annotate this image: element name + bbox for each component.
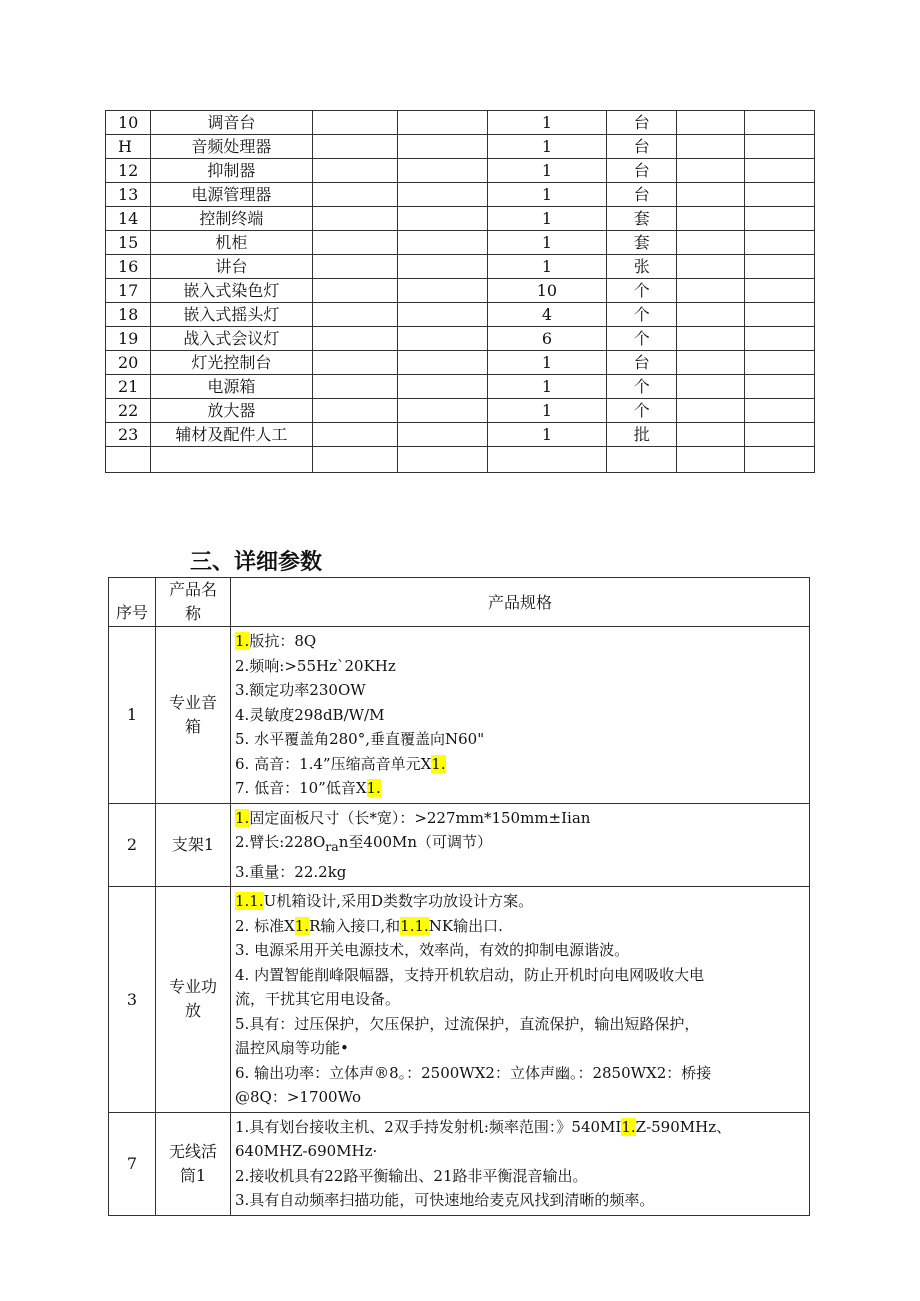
item-unit: 批 (607, 423, 677, 447)
param-row (109, 1112, 810, 1215)
item-name: 机柜 (150, 231, 312, 255)
item-name: 控制终端 (150, 207, 312, 231)
empty-cell (677, 159, 745, 183)
item-qty: 1 (487, 375, 607, 399)
table-row (106, 351, 815, 375)
spec-line (235, 629, 805, 654)
empty-cell (677, 303, 745, 327)
spec-line (235, 938, 805, 963)
param-no: 2 (109, 803, 156, 887)
header-spec: 产品规格 (231, 578, 810, 627)
item-unit: 台 (607, 111, 677, 135)
spec-line (235, 1188, 805, 1213)
empty-cell (677, 255, 745, 279)
spec-text: 温控风扇等功能• (235, 1039, 349, 1057)
spec-text: 1.具有划台接收主机、2双手持发射机:频率范围：》540MI (235, 1117, 622, 1136)
table-row (106, 255, 815, 279)
table-row (106, 207, 815, 231)
empty-cell (397, 375, 487, 399)
empty-cell (397, 279, 487, 303)
empty-cell (312, 423, 397, 447)
empty-cell (677, 207, 745, 231)
empty-cell (745, 279, 815, 303)
empty-cell (312, 303, 397, 327)
item-qty: 1 (487, 159, 607, 183)
item-qty: 1 (487, 255, 607, 279)
empty-cell (677, 135, 745, 159)
item-qty: 1 (487, 399, 607, 423)
spec-text: NK输出口. (428, 916, 503, 935)
spec-text: 3.额定功率230OW (235, 681, 366, 699)
param-spec (231, 1112, 810, 1215)
item-unit: 个 (607, 375, 677, 399)
item-no: 17 (106, 279, 151, 303)
item-unit: 台 (607, 183, 677, 207)
empty-cell (397, 231, 487, 255)
spec-line (235, 830, 805, 860)
item-name: 音频处理器 (150, 135, 312, 159)
table-row (106, 423, 815, 447)
empty-cell (312, 351, 397, 375)
table-row (106, 183, 815, 207)
param-spec (231, 627, 810, 804)
highlight-mark: 1. (235, 632, 250, 650)
empty-cell (745, 303, 815, 327)
item-no: 12 (106, 159, 151, 183)
spec-text: 3.具有自动频率扫描功能，可快速地给麦克风找到清晰的频率。 (235, 1191, 655, 1209)
empty-cell (745, 447, 815, 473)
param-no: 7 (109, 1112, 156, 1215)
item-qty: 1 (487, 183, 607, 207)
item-no: 18 (106, 303, 151, 327)
detailed-params-table (108, 577, 810, 1216)
spec-line (235, 678, 805, 703)
spec-line (235, 914, 805, 939)
empty-cell (677, 183, 745, 207)
table-row-empty (106, 447, 815, 473)
empty-cell (312, 375, 397, 399)
spec-line (235, 1115, 805, 1140)
item-qty: 1 (487, 351, 607, 375)
item-unit: 台 (607, 351, 677, 375)
table-row (106, 135, 815, 159)
table-row (106, 375, 815, 399)
spec-line (235, 1036, 805, 1061)
highlight-mark: 1. (235, 808, 250, 827)
item-qty: 1 (487, 423, 607, 447)
spec-text: 版抗：8Q (249, 632, 317, 650)
spec-line (235, 776, 805, 801)
empty-cell (677, 327, 745, 351)
item-name: 灯光控制台 (150, 351, 312, 375)
item-name: 嵌入式染色灯 (150, 279, 312, 303)
spec-text: 固定面板尺寸（长*宽）：>227mm*150mm±Iian (249, 808, 591, 827)
empty-cell (312, 447, 397, 473)
param-spec (231, 887, 810, 1113)
spec-text: 3. 电源采用开关电源技术，效率尚，有效的抑制电源谐波。 (235, 941, 630, 959)
highlight-mark: 1. (431, 754, 446, 773)
item-name: 电源管理器 (150, 183, 312, 207)
spec-text: 4.灵敏度298dB/W/M (235, 705, 385, 724)
empty-cell (677, 279, 745, 303)
item-name: 电源箱 (150, 375, 312, 399)
item-name: 调音台 (150, 111, 312, 135)
param-name: 无线活 筒1 (156, 1112, 231, 1215)
item-name: 辅材及配件人工 (150, 423, 312, 447)
empty-cell (312, 111, 397, 135)
item-no: H (106, 135, 151, 159)
item-unit: 个 (607, 327, 677, 351)
empty-cell (312, 207, 397, 231)
empty-cell (106, 447, 151, 473)
spec-text: 7. 低音：10”低音X (235, 779, 367, 797)
empty-cell (745, 111, 815, 135)
empty-cell (397, 447, 487, 473)
empty-cell (397, 111, 487, 135)
spec-text: 6. 输出功率：立体声®8。：2500WX2：立体声幽。：2850WX2：桥接 (235, 1063, 712, 1082)
empty-cell (677, 231, 745, 255)
item-no: 21 (106, 375, 151, 399)
table-row (106, 111, 815, 135)
empty-cell (677, 447, 745, 473)
empty-cell (607, 447, 677, 473)
spec-line (235, 1085, 805, 1110)
spec-line (235, 654, 805, 679)
spec-line (235, 1164, 805, 1189)
item-no: 16 (106, 255, 151, 279)
spec-line (235, 703, 805, 728)
param-no: 1 (109, 627, 156, 804)
table-row (106, 327, 815, 351)
highlight-mark: 1. (366, 779, 381, 797)
item-no: 19 (106, 327, 151, 351)
item-name: 抑制器 (150, 159, 312, 183)
empty-cell (397, 183, 487, 207)
empty-cell (677, 423, 745, 447)
spec-text: 2.接收机具有22路平衡输出、21路非平衡混音输出。 (235, 1166, 588, 1185)
empty-cell (397, 255, 487, 279)
empty-cell (487, 447, 607, 473)
item-qty: 10 (487, 279, 607, 303)
empty-cell (312, 279, 397, 303)
item-unit: 台 (607, 159, 677, 183)
empty-cell (745, 207, 815, 231)
param-no: 3 (109, 887, 156, 1113)
spec-text: 640MHZ-690MHz· (235, 1142, 378, 1160)
empty-cell (745, 327, 815, 351)
item-unit: 张 (607, 255, 677, 279)
highlight-mark: 1. (621, 1117, 636, 1136)
item-no: 20 (106, 351, 151, 375)
spec-line (235, 1061, 805, 1086)
empty-cell (677, 399, 745, 423)
empty-cell (397, 351, 487, 375)
item-qty: 1 (487, 111, 607, 135)
spec-text: n至400Mn（可调节） (338, 833, 493, 851)
table-row (106, 399, 815, 423)
empty-cell (745, 159, 815, 183)
item-qty: 1 (487, 207, 607, 231)
spec-line (235, 889, 805, 914)
item-unit: 个 (607, 399, 677, 423)
item-no: 14 (106, 207, 151, 231)
item-unit: 套 (607, 231, 677, 255)
empty-cell (397, 207, 487, 231)
spec-line (235, 1012, 805, 1037)
param-spec (231, 803, 810, 887)
spec-text: 6. 高音：1.4”压缩高音单元X (235, 754, 432, 773)
item-name: 放大器 (150, 399, 312, 423)
empty-cell (745, 351, 815, 375)
empty-cell (745, 135, 815, 159)
param-name: 专业功 放 (156, 887, 231, 1113)
empty-cell (150, 447, 312, 473)
subscript-text: ra (325, 839, 339, 854)
item-unit: 台 (607, 135, 677, 159)
item-unit: 个 (607, 279, 677, 303)
table-row (106, 279, 815, 303)
empty-cell (745, 231, 815, 255)
spec-text: Z-590MHz、 (635, 1117, 732, 1136)
empty-cell (312, 327, 397, 351)
empty-cell (397, 423, 487, 447)
empty-cell (397, 159, 487, 183)
highlight-mark: 1.1. (400, 916, 429, 935)
item-no: 23 (106, 423, 151, 447)
spec-text: R输入接口,和 (309, 916, 401, 935)
table-row (106, 159, 815, 183)
empty-cell (745, 423, 815, 447)
spec-line (235, 806, 805, 831)
item-no: 13 (106, 183, 151, 207)
highlight-mark: 1.1. (235, 892, 264, 910)
item-no: 15 (106, 231, 151, 255)
header-no: 序号 (109, 578, 156, 627)
highlight-mark: 1. (294, 916, 310, 935)
params-header-row (109, 578, 810, 627)
spec-text: 5.具有：过压保护，欠压保护，过流保护，直流保护，输出短路保护， (235, 1014, 700, 1033)
item-qty: 1 (487, 231, 607, 255)
item-name: 讲台 (150, 255, 312, 279)
param-name: 专业音 箱 (156, 627, 231, 804)
item-no: 10 (106, 111, 151, 135)
empty-cell (312, 399, 397, 423)
spec-line (235, 963, 805, 988)
empty-cell (745, 183, 815, 207)
empty-cell (745, 399, 815, 423)
empty-cell (312, 231, 397, 255)
spec-text: U机箱设计,采用D类数字功放设计方案。 (263, 892, 534, 910)
empty-cell (397, 303, 487, 327)
spec-line (235, 727, 805, 752)
spec-line (235, 752, 805, 777)
param-row (109, 627, 810, 804)
spec-text: 4. 内置智能削峰限幅器，支持开机软启动，防止开机时向电网吸收大电 (235, 965, 705, 984)
param-row (109, 803, 810, 887)
item-qty: 6 (487, 327, 607, 351)
item-qty: 4 (487, 303, 607, 327)
spec-line (235, 987, 805, 1012)
param-row (109, 887, 810, 1113)
empty-cell (312, 183, 397, 207)
spec-text: 3.重量：22.2kg (235, 862, 347, 881)
item-name: 嵌入式摇头灯 (150, 303, 312, 327)
spec-text: 2.频响:>55Hz`20KHz (235, 656, 396, 675)
empty-cell (397, 399, 487, 423)
empty-cell (677, 111, 745, 135)
spec-text: 2.臂长:228O (235, 833, 326, 851)
spec-text: 2. 标准X (235, 916, 295, 935)
empty-cell (312, 255, 397, 279)
spec-line (235, 860, 805, 885)
empty-cell (745, 255, 815, 279)
spec-text: @8Q：>1700Wo (235, 1088, 362, 1106)
empty-cell (397, 135, 487, 159)
empty-cell (677, 351, 745, 375)
item-unit: 个 (607, 303, 677, 327)
table-row (106, 303, 815, 327)
item-qty: 1 (487, 135, 607, 159)
empty-cell (745, 375, 815, 399)
spec-line (235, 1139, 805, 1164)
equipment-list-table (105, 110, 815, 473)
section-title: 三、详细参数 (190, 550, 323, 575)
param-name: 支架1 (156, 803, 231, 887)
empty-cell (312, 159, 397, 183)
empty-cell (677, 375, 745, 399)
empty-cell (312, 135, 397, 159)
item-unit: 套 (607, 207, 677, 231)
item-no: 22 (106, 399, 151, 423)
spec-text: 流，干扰其它用电设备。 (235, 990, 401, 1008)
spec-text: 5. 水平覆盖角280°,垂直覆盖向N60" (235, 730, 485, 748)
table-row (106, 231, 815, 255)
item-name: 战入式会议灯 (150, 327, 312, 351)
header-name: 产品名 称 (156, 578, 231, 627)
empty-cell (397, 327, 487, 351)
